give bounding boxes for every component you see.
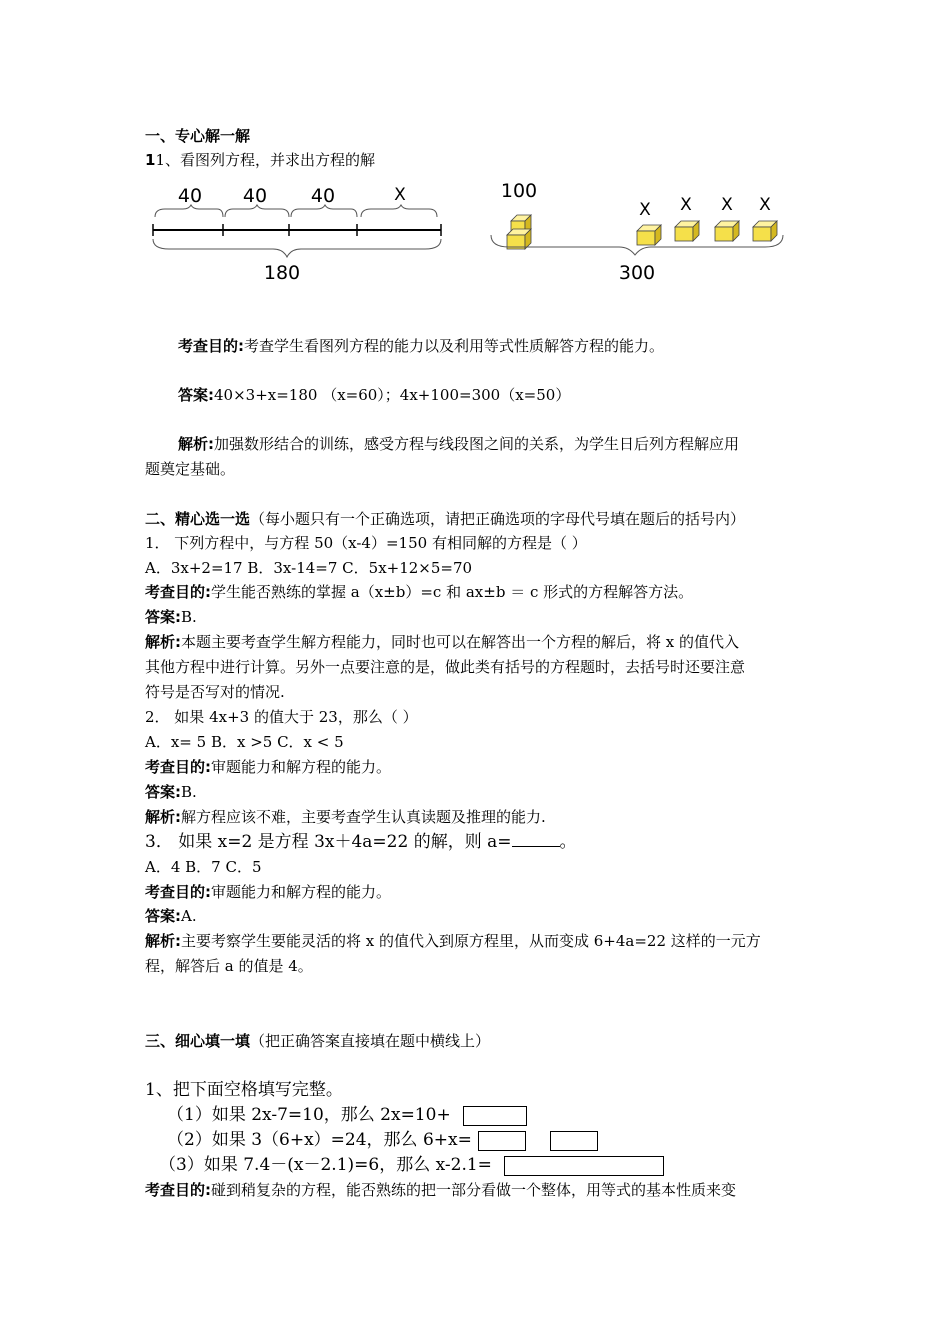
section2-q1-options: A．3x+2=17 B．3x-14=7 C．5x+12×5=70 <box>145 559 473 577</box>
section2-q1-purpose: 考查目的:学生能否熟练的掌握 a（x±b）=c 和 ax±b ＝ c 形式的方程解答方法。 <box>145 583 694 601</box>
section2-q2-purpose: 考查目的:审题能力和解方程的能力。 <box>145 758 392 776</box>
section1-question1: 11、看图列方程，并求出方程的解 <box>145 151 375 169</box>
answer-box[interactable] <box>504 1156 664 1176</box>
cube-icon <box>637 225 661 245</box>
answer-blank[interactable] <box>512 830 560 847</box>
cube-x-label-2: X <box>680 195 692 215</box>
segment-total: 180 <box>263 262 301 284</box>
section3-title: 三、细心填一填（把正确答案直接填在题中横线上） <box>145 1032 491 1050</box>
segment-label-3: 40 <box>310 185 336 207</box>
section3-item1: （1）如果 2x-7=10，那么 2x=10+ <box>167 1104 527 1126</box>
section2-q1-analysis-2: 其他方程中进行计算。另外一点要注意的是，做此类有括号的方程题时，去括号时还要注意 <box>145 658 746 676</box>
section3-item3: （3）如果 7.4－(x－2.1)=6，那么 x-2.1= <box>159 1154 664 1176</box>
cube-x-label-4: X <box>759 195 771 215</box>
section2-q1-analysis: 解析:本题主要考查学生解方程能力，同时也可以在解答出一个方程的解后，将 x 的值代入 <box>145 633 739 651</box>
section1-purpose: 考查目的:考查学生看图列方程的能力以及利用等式性质解答方程的能力。 <box>178 337 665 355</box>
section2-q1-analysis-3: 符号是否写对的情况. <box>145 683 285 701</box>
segment-label-2: 40 <box>242 185 268 207</box>
section2-q3-analysis-2: 程，解答后 a 的值是 4。 <box>145 957 313 975</box>
section2-q3-options: A．4 B．7 C．5 <box>145 858 262 876</box>
section1-title: 一、专心解一解 <box>145 127 251 145</box>
segment-label-1: 40 <box>177 185 203 207</box>
cube-diagram <box>491 180 783 284</box>
section2-q3-answer: 答案:A. <box>145 907 197 925</box>
section1-analysis-cont: 题奠定基础。 <box>145 460 236 478</box>
cube-x-label-1: X <box>639 200 651 220</box>
section2-q2: 2． 如果 4x+3 的值大于 23，那么（ ） <box>145 708 418 726</box>
section2-q3: 3． 如果 x=2 是方程 3x＋4a=22 的解，则 a= 。 <box>145 832 577 852</box>
section3-purpose: 考查目的:碰到稍复杂的方程，能否熟练的把一部分看做一个整体，用等式的基本性质来变 <box>145 1181 737 1199</box>
cube-total: 300 <box>618 262 656 284</box>
section3-q1: 1、把下面空格填写完整。 <box>145 1080 343 1100</box>
answer-box[interactable] <box>478 1131 526 1151</box>
section2-q3-purpose: 考查目的:审题能力和解方程的能力。 <box>145 883 392 901</box>
cube-icon <box>753 221 777 241</box>
section2-q1-answer: 答案:B. <box>145 608 197 626</box>
section2-q2-answer: 答案:B. <box>145 783 197 801</box>
section3-item2: （2）如果 3（6+x）=24，那么 6+x= <box>167 1129 598 1151</box>
cube-stack-icon <box>507 215 533 249</box>
cube-icon <box>675 221 699 241</box>
section2-q2-options: A．x= 5 B．x >5 C．x < 5 <box>145 733 344 751</box>
equation-diagram <box>145 175 810 300</box>
section2-q3-analysis: 解析:主要考察学生要能灵活的将 x 的值代入到原方程里，从而变成 6+4a=22 这样的一元方 <box>145 932 761 950</box>
cube-top-label: 100 <box>500 180 538 202</box>
cube-x-label-3: X <box>721 195 733 215</box>
segment-diagram <box>153 185 441 284</box>
section2-title: 二、精心选一选（每小题只有一个正确选项，请把正确选项的字母代号填在题后的括号内） <box>145 510 746 528</box>
answer-box[interactable] <box>550 1131 598 1151</box>
cube-icon <box>715 221 739 241</box>
section2-q2-analysis: 解析:解方程应该不难，主要考查学生认真读题及推理的能力. <box>145 808 546 826</box>
segment-label-x: X <box>394 185 406 205</box>
section2-q1: 1． 下列方程中，与方程 50（x-4）=150 有相同解的方程是（ ） <box>145 534 587 552</box>
section1-analysis: 解析:加强数形结合的训练，感受方程与线段图之间的关系，为学生日后列方程解应用 <box>178 435 740 453</box>
section1-answer: 答案:40×3+x=180 （x=60）；4x+100=300（x=50） <box>178 386 571 404</box>
answer-box[interactable] <box>463 1106 527 1126</box>
